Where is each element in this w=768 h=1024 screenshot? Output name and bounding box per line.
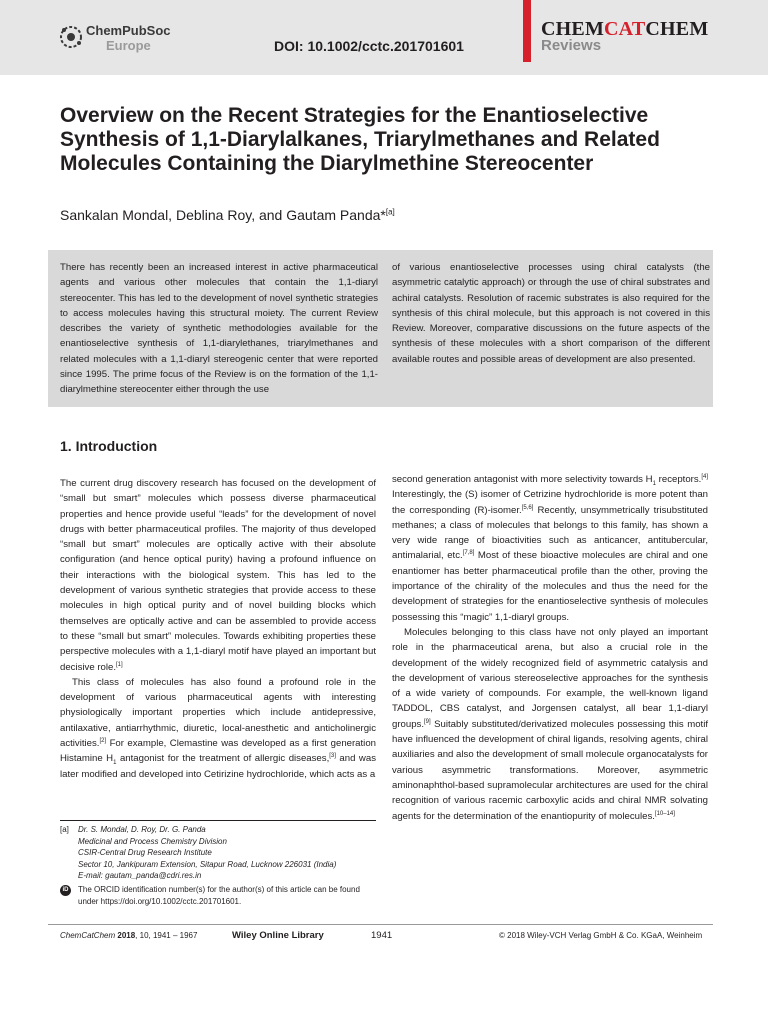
footnote-divider [60, 820, 376, 821]
intro-paragraph-2 [60, 675, 376, 782]
section-heading-introduction: 1. Introduction [60, 438, 158, 454]
orcid-text[interactable]: The ORCID identification number(s) for the author(s) of this article can be found under https://doi.org/10.1002/cctc.201701601. [78, 885, 360, 906]
journal-cat: CAT [604, 18, 646, 40]
intro-p4-text-a: Molecules belonging to this class have not only played an important role in the pharmaceutical arena, but also a crucial role in the development of the widely recognized field of asymmetric catalysis and the development of various stereoselective approaches for the synthesis of a wide variety of compounds. For example, the well-known ligand TADDOL, CBS catalyst, and Jorgensen catalyst, all bear 1,1-diaryl groups. [392, 626, 708, 730]
intro-paragraph-1 [60, 476, 376, 675]
reference-link[interactable]: [1] [116, 661, 123, 668]
intro-p2-text-a: This class of molecules has also found a profound role in the development of various pharmaceutical agents with interesting physiologically important properties which include antidepressive, antilaxative, antiarrhythmic, diuretic, local-anesthetic and anticholinergic activities. [60, 676, 376, 750]
intro-p3-text-a: second generation antagonist with more selectivity towards H [392, 474, 653, 485]
intro-p3-text-c: Interestingly, the (S) isomer of Cetrizine hydrochloride is more potent than the corresponding (R)-isomer. [392, 489, 708, 516]
reference-link[interactable]: [2] [99, 737, 107, 744]
abstract-right-column: of various enantioselective processes using chiral catalysts (the asymmetric catalytic approach) or through the use of chiral substrates and achiral catalysts. Resolution of racemic substrates is also required for the synthesis of this chiral molecule, but this approach is not covered in this Review. Moreover, comparative discussions on the future aspects of the synthesis of these molecules with a short comparison of the different available routes and possible areas of development are also presented. [392, 262, 710, 365]
journal-chem-1: CHEM [541, 18, 605, 40]
body-left-column [60, 476, 376, 782]
journal-accent-bar [523, 0, 531, 62]
section-label: Reviews [541, 37, 602, 54]
intro-p2-text-d: and was later modified and developed into Cetirizine hydrochloride, which acts as a [60, 753, 376, 780]
page-number: 1941 [371, 930, 393, 941]
intro-p1-text: The current drug discovery research has focused on the development of “small but smart” molecules which possess diverse pharmaceutical properties and hence provide useful “leads” for the development of novel drugs with better pharmaceutical profiles. The majority of thus developed “small but smart” molecules are optically active with their absolute configuration (and hence optical purity) having a profound influence on their interactions with the biological system. This has led to the development of various synthetic strategies that provide access to these molecules in high optical purity and of novel building blocks which themselves are optically active and can be assembled to provide access to these “small but smart” molecules. Towards exhibiting properties these perspective molecules with a 1,1-diaryl motif have played an important but decisive role. [60, 478, 376, 673]
footer-journal: ChemCatChem [60, 931, 116, 940]
doi-link[interactable]: DOI: 10.1002/cctc.201701601 [274, 38, 464, 54]
intro-p3-text-b: receptors. [655, 474, 702, 485]
footer-divider [48, 924, 713, 925]
intro-p2-text-c: antagonist for the treatment of allergic diseases, [116, 753, 330, 765]
reference-link[interactable]: [3] [329, 753, 336, 760]
reference-link[interactable]: [4] [701, 473, 708, 480]
intro-p3-text-e: Most of these bioactive molecules are chiral and one enantiomer has better pharmaceutical profile than the other, proving the importance of the chirality of the molecules and thus the need for the development of strategies for the enantioselective synthesis of molecules possessing this “magic” 1,1-diaryl groups. [392, 550, 708, 623]
publisher-name: ChemPubSoc [86, 23, 171, 38]
intro-p4-text-b: Suitably substituted/derivatized molecules possessing this motif have influenced the development of chiral ligands, resolving agents, chiral auxiliaries and also the development of small molecule organocatalysts for various asymmetric transformations. Moreover, asymmetric aminonaphthol-based supramolecular architectures are used for the chiral recognition of various racemic carboxylic acids and chiral NMR solvating agents for the determination of the enantiopurity of molecules. [392, 718, 708, 822]
abstract-left-column: There has recently been an increased interest in active pharmaceutical agents and various other molecules that contain the 1,1-diaryl stereocenter. This has led to the development of novel synthetic strategies to access molecules having this structural moiety. The current Review describes the variety of synthetic methodologies available for the enantioselective synthesis of 1,1-diarylethanes, triarylmethanes and related molecules with a 1,1-diaryl stereogenic center that were reported since 1995. The prime focus of the Review is on the formation of the 1,1-diarylmethine stereocenter either through the use [60, 262, 378, 396]
subscript: 1 [113, 760, 117, 767]
body-right-column [392, 472, 708, 824]
chempubsoc-star-icon [58, 24, 84, 50]
author-list [60, 207, 395, 223]
intro-paragraph-3 [392, 472, 708, 625]
journal-chem-2: CHEM [645, 18, 709, 40]
wiley-online-library-link[interactable]: Wiley Online Library [232, 930, 324, 941]
footer-volume-pages: , 10, 1941 – 1967 [135, 931, 198, 940]
footer-year: 2018 [117, 931, 136, 940]
article-title: Overview on the Recent Strategies for the Enantioselective Synthesis of 1,1-Diarylalkanes, Triarylmethanes and Related Molecules Containing the Diarylmethine Stereocenter [60, 104, 660, 175]
footer-citation [60, 931, 197, 940]
intro-p2-text-b: For example, Clemastine was developed as a first generation Histamine H [60, 738, 376, 765]
reference-link[interactable]: [10–14] [654, 810, 675, 817]
intro-paragraph-4 [392, 625, 708, 824]
reference-link[interactable]: [7,8] [462, 550, 475, 557]
reference-link[interactable]: [5,6] [521, 504, 534, 511]
orcid-icon: iD [60, 885, 71, 896]
footnote-label: [a] [60, 825, 69, 834]
chempubsoc-logo [58, 20, 208, 60]
publisher-sub: Europe [106, 38, 151, 53]
author-affiliation-mark: [a] [385, 207, 395, 217]
abstract-box [48, 250, 713, 407]
author-names: Sankalan Mondal, Deblina Roy, and Gautam Panda* [60, 207, 386, 223]
intro-p3-text-d: Recently, unsymmetrically trisubstituted methanes; a class of molecules that belongs to this family, has shown a very wide range of bioactivities such as anticancer, antitubercular, antimalarial, etc. [392, 504, 709, 562]
reference-link[interactable]: [9] [424, 718, 431, 725]
subscript: 1 [652, 480, 656, 487]
footnote-body: Dr. S. Mondal, D. Roy, Dr. G. Panda Medicinal and Process Chemistry Division CSIR-Central Drug Research Institute Sector 10, Jankipuram Extension, Sitapur Road, Lucknow 226031 (India) E-mail: gautam_panda@cdri.res.in [78, 825, 337, 881]
copyright-notice: © 2018 Wiley-VCH Verlag GmbH & Co. KGaA, Weinheim [499, 931, 703, 940]
